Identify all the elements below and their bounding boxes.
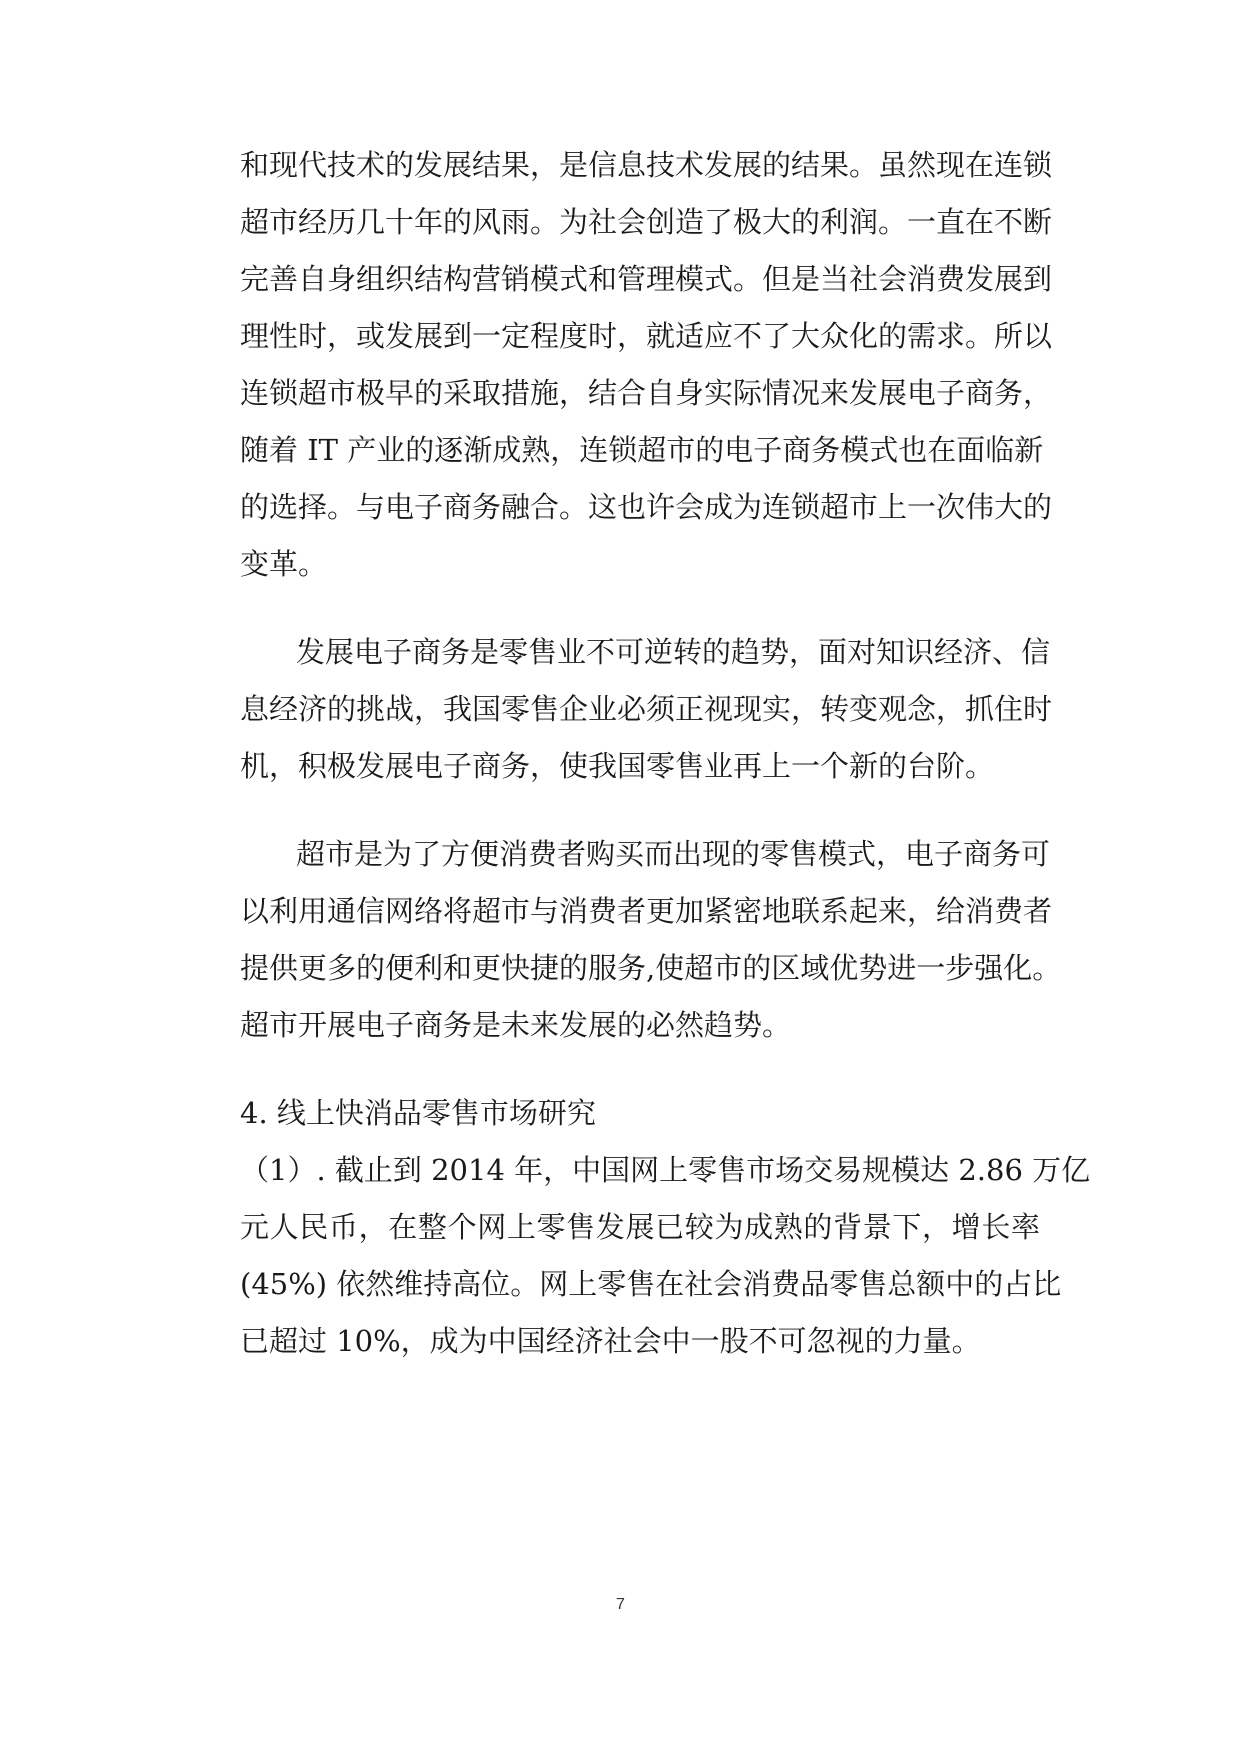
paragraph-line: 完善自身组织结构营销模式和管理模式。但是当社会消费发展到 — [240, 262, 1053, 296]
paragraph-line: 变革。 — [240, 547, 328, 581]
paragraph-line: 和现代技术的发展结果，是信息技术发展的结果。虽然现在连锁 — [240, 148, 1053, 182]
paragraph-line: 元人民币，在整个网上零售发展已较为成熟的背景下，增长率 — [240, 1210, 1040, 1244]
paragraph-line: 超市是为了方便消费者购买而出现的零售模式，电子商务可 — [296, 837, 1051, 871]
paragraph-line: 连锁超市极早的采取措施，结合自身实际情况来发展电子商务， — [240, 376, 1053, 410]
section-heading: 4. 线上快消品零售市场研究 — [240, 1096, 596, 1130]
paragraph-line: 随着 IT 产业的逐渐成熟，连锁超市的电子商务模式也在面临新 — [240, 433, 1044, 467]
paragraph-line: (45%) 依然维持高位。网上零售在社会消费品零售总额中的占比 — [240, 1267, 1062, 1301]
paragraph-line: 已超过 10%，成为中国经济社会中一股不可忽视的力量。 — [240, 1324, 981, 1358]
paragraph-line: （1）. 截止到 2014 年，中国网上零售市场交易规模达 2.86 万亿 — [240, 1153, 1091, 1187]
paragraph-line: 以利用通信网络将超市与消费者更加紧密地联系起来，给消费者 — [240, 894, 1053, 928]
paragraph-line: 提供更多的便利和更快捷的服务,使超市的区域优势进一步强化。 — [240, 951, 1062, 985]
paragraph-line: 的选择。与电子商务融合。这也许会成为连锁超市上一次伟大的 — [240, 490, 1053, 524]
paragraph-line: 理性时，或发展到一定程度时，就适应不了大众化的需求。所以 — [240, 319, 1053, 353]
paragraph-line: 息经济的挑战，我国零售企业必须正视现实，转变观念，抓住时 — [240, 692, 1053, 726]
paragraph-line: 超市经历几十年的风雨。为社会创造了极大的利润。一直在不断 — [240, 205, 1053, 239]
paragraph-line: 发展电子商务是零售业不可逆转的趋势，面对知识经济、信 — [296, 635, 1051, 669]
paragraph-line: 机，积极发展电子商务，使我国零售业再上一个新的台阶。 — [240, 749, 995, 783]
paragraph-line: 超市开展电子商务是未来发展的必然趋势。 — [240, 1008, 792, 1042]
page-number: 7 — [616, 1596, 625, 1613]
